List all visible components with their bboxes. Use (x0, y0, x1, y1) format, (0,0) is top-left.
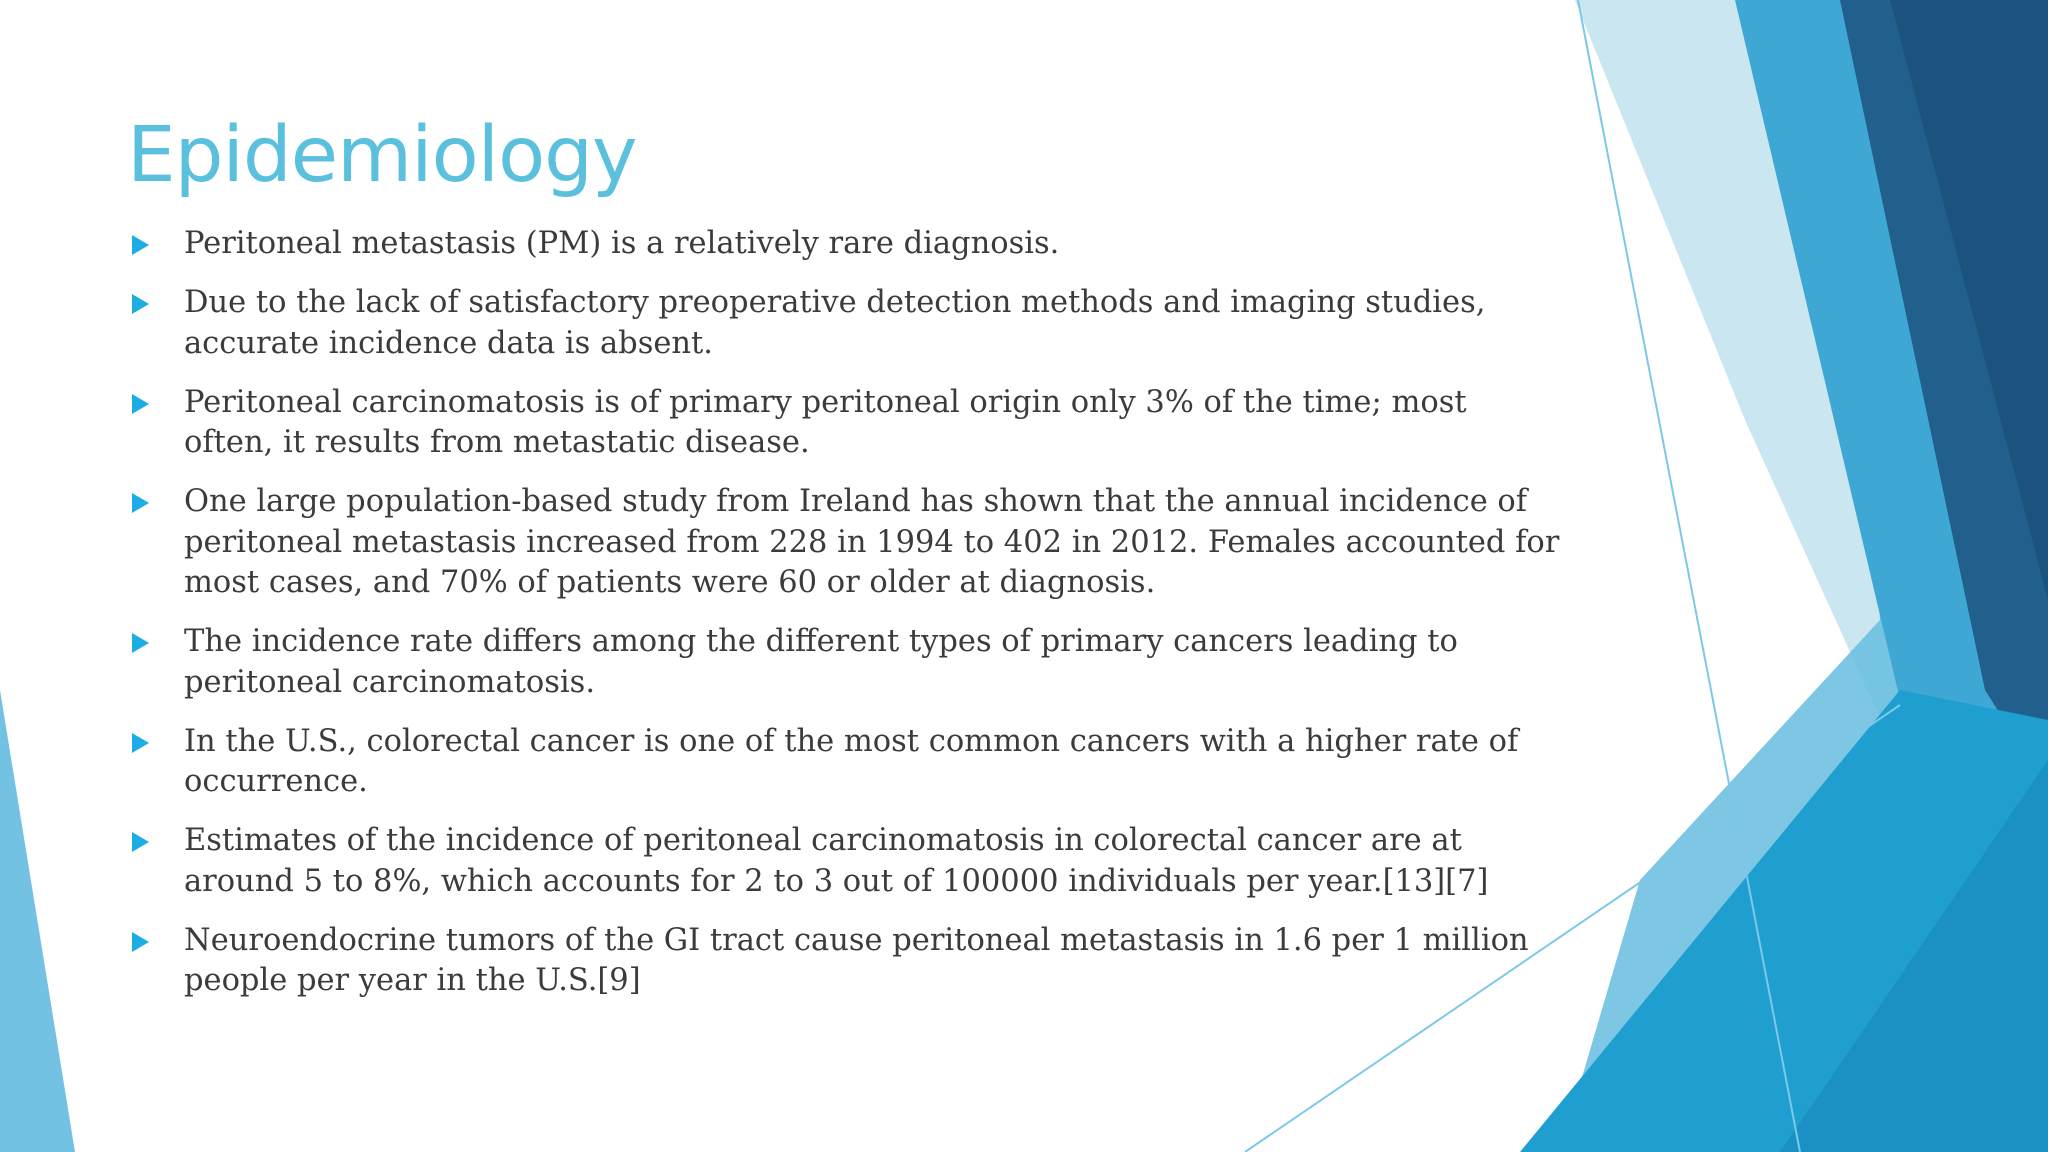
bullet-arrow-icon (132, 493, 149, 513)
bullet-text: Neuroendocrine tumors of the GI tract cause peritoneal metastasis in 1.6 per 1 million people per year in the U.S.[9] (184, 922, 1529, 998)
bullet-item (130, 722, 1560, 803)
bullet-arrow-icon (132, 294, 149, 314)
bullet-item (130, 921, 1560, 1002)
bullet-item (130, 283, 1560, 364)
bullet-text: The incidence rate differs among the different types of primary cancers leading to peritoneal carcinomatosis. (184, 624, 1458, 700)
bullet-text: Peritoneal carcinomatosis is of primary peritoneal origin only 3% of the time; most often, it results from metastatic disease. (184, 384, 1467, 460)
bullet-text: In the U.S., colorectal cancer is one of the most common cancers with a higher rate of occurrence. (184, 723, 1519, 799)
bullet-arrow-icon (132, 235, 149, 255)
bullet-arrow-icon (132, 832, 149, 852)
bullet-arrow-icon (132, 633, 149, 653)
slide-title: Epidemiology (127, 111, 637, 200)
bullet-item (130, 224, 1560, 265)
bullet-arrow-icon (132, 394, 149, 414)
bullet-arrow-icon (132, 733, 149, 753)
bullet-list (130, 224, 1560, 1020)
bullet-text: Due to the lack of satisfactory preoperative detection methods and imaging studies, accurate incidence data is absent. (184, 285, 1486, 361)
bullet-text: One large population-based study from Ireland has shown that the annual incidence of peritoneal metastasis increased from 228 in 1994 to 402 in 2012. Females accounted for most cases, and 70% of patients were 60 or older at diagnosis. (184, 484, 1560, 600)
bullet-item (130, 383, 1560, 464)
bullet-text: Peritoneal metastasis (PM) is a relatively rare diagnosis. (184, 226, 1060, 261)
bullet-item (130, 821, 1560, 902)
left-edge-shape (0, 690, 75, 1152)
bullet-arrow-icon (132, 932, 149, 952)
bullet-item (130, 482, 1560, 604)
bullet-item (130, 622, 1560, 703)
bullet-text: Estimates of the incidence of peritoneal carcinomatosis in colorectal cancer are at around 5 to 8%, which accounts for 2 to 3 out of 100000 individuals per year.[13][7] (184, 823, 1489, 899)
